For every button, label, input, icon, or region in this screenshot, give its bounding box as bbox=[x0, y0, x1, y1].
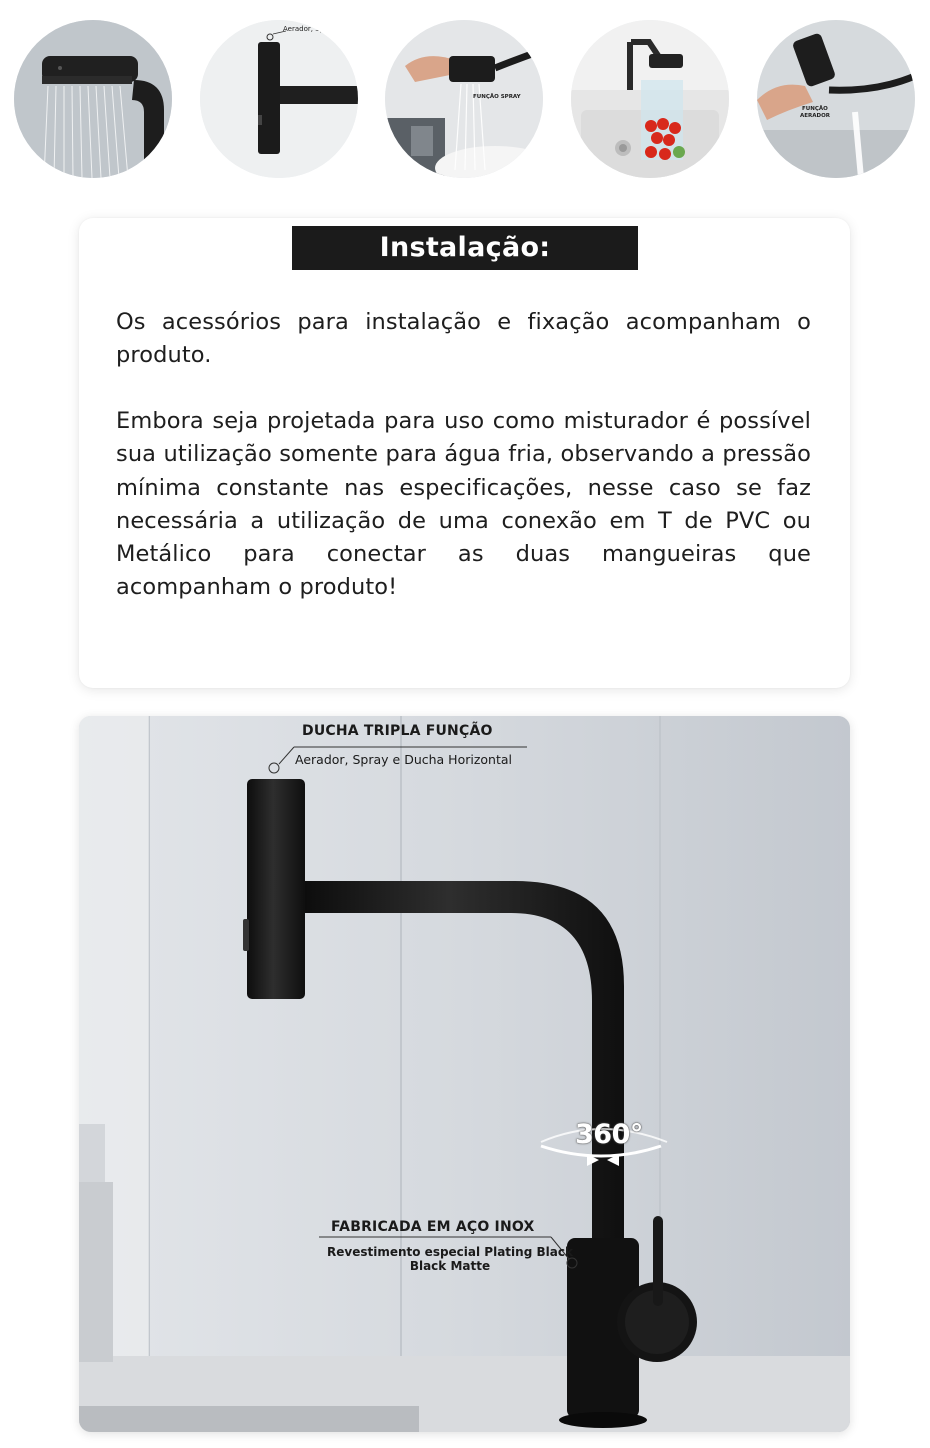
aerator-function-photo bbox=[757, 20, 915, 178]
product-hero-image bbox=[79, 716, 850, 1432]
waterfall-photo bbox=[14, 20, 172, 178]
thumbnail-waterfall bbox=[14, 20, 172, 178]
callout-triple-function-subtitle: Aerador, Spray e Ducha Horizontal bbox=[295, 752, 512, 767]
installation-paragraph-accessories: Os acessórios para instalação e fixação acompanham o produto. bbox=[116, 309, 811, 369]
rotation-360-label: 360° bbox=[575, 1119, 643, 1150]
faucet-head-photo bbox=[200, 20, 358, 178]
installation-heading: Instalação: bbox=[292, 226, 638, 270]
installation-paragraph-usage: Embora seja projetada para uso como misturador é possível sua utilização somente para água fria, observando a pressão mínima constante nas especificações, nesse caso se faz necessária a utilização de uma conexão em T de PVC ou Metálico para conectar as duas mangueiras que acompanham o produto! bbox=[116, 408, 811, 601]
thumbnail-label-funcao: FUNÇÃO bbox=[802, 106, 828, 112]
thumbnail-sink bbox=[571, 20, 729, 178]
sink-tomatoes-photo bbox=[571, 20, 729, 178]
thumbnail-label-funcao-spray: FUNÇÃO SPRAY bbox=[473, 94, 521, 100]
feature-thumbnails bbox=[0, 0, 930, 195]
callout-stainless-title: FABRICADA EM AÇO INOX bbox=[331, 1219, 535, 1235]
callout-stainless-subtitle-line2: Black Matte bbox=[409, 1259, 491, 1273]
thumbnail-label-aerador: AERADOR bbox=[800, 113, 830, 119]
callout-stainless-subtitle-line1: Revestimento especial Plating Black bbox=[327, 1245, 573, 1259]
thumbnail-label-aerador-spray: Aerador, Spray bbox=[283, 25, 336, 33]
thumbnail-aerator bbox=[757, 20, 915, 178]
callout-triple-function-title: DUCHA TRIPLA FUNÇÃO bbox=[302, 723, 493, 739]
callout-stainless-subtitle bbox=[327, 1245, 573, 1273]
thumbnail-spray bbox=[385, 20, 543, 178]
faucet-photo bbox=[79, 716, 850, 1432]
thumbnail-faucet-head bbox=[200, 20, 358, 178]
